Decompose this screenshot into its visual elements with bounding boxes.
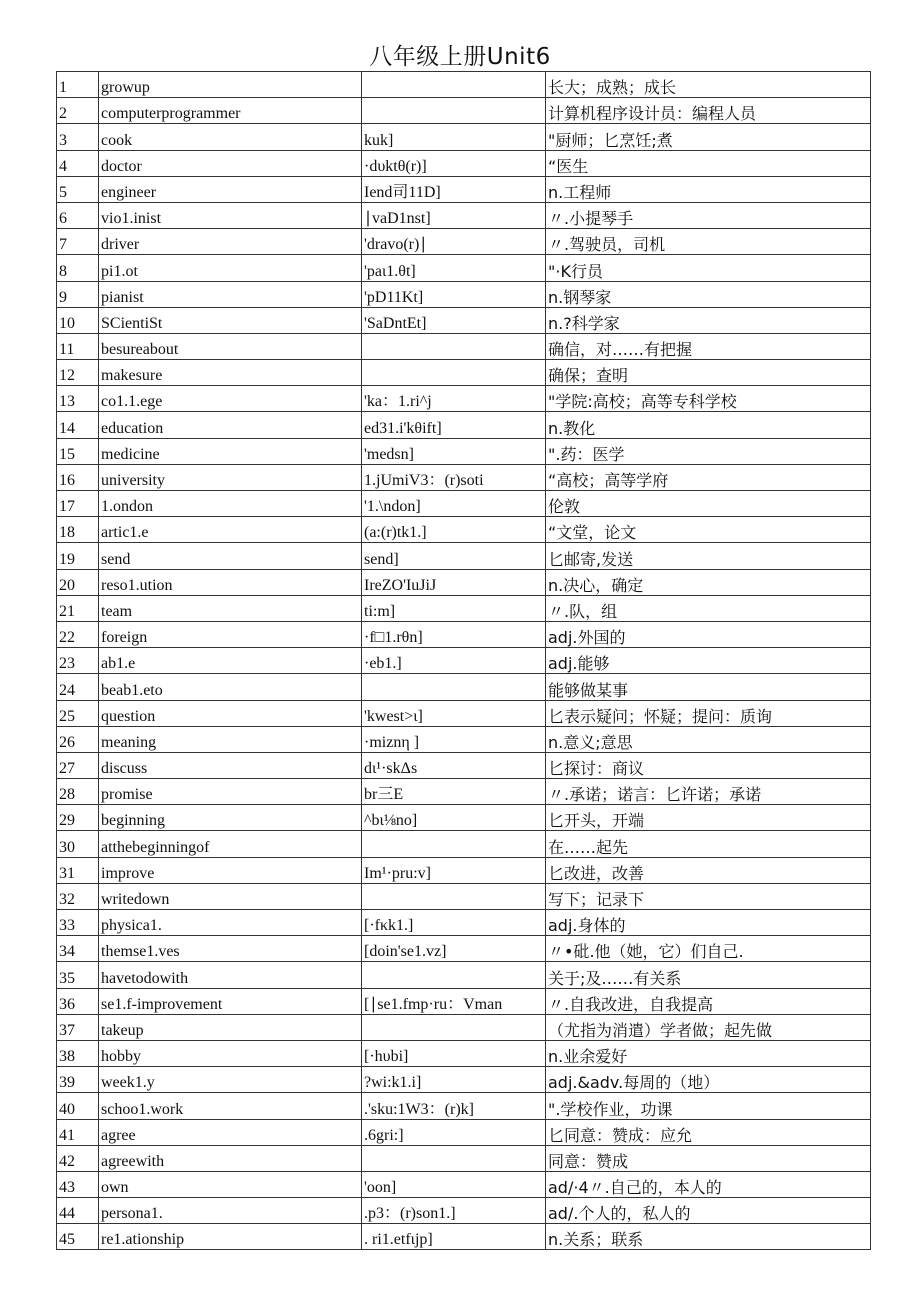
word-cell: pianist: [99, 281, 362, 307]
row-number: 45: [57, 1224, 99, 1250]
row-number: 11: [57, 333, 99, 359]
word-cell: agreewith: [99, 1145, 362, 1171]
meaning-cell: 长大；成熟；成长: [546, 72, 871, 98]
word-cell: makesure: [99, 360, 362, 386]
meaning-cell: n.意义;意思: [546, 726, 871, 752]
meaning-cell: 〃.小提琴手: [546, 202, 871, 228]
row-number: 8: [57, 255, 99, 281]
row-number: 27: [57, 752, 99, 778]
phonetic-cell: 'SaDntEt]: [362, 307, 546, 333]
word-cell: se1.f-improvement: [99, 988, 362, 1014]
row-number: 13: [57, 386, 99, 412]
meaning-cell: “高校；高等学府: [546, 464, 871, 490]
row-number: 26: [57, 726, 99, 752]
meaning-cell: adj.&adv.每周的（地）: [546, 1067, 871, 1093]
table-row: [57, 333, 871, 359]
row-number: 16: [57, 464, 99, 490]
meaning-cell: "·K行员: [546, 255, 871, 281]
meaning-cell: 匕邮寄,发送: [546, 543, 871, 569]
table-row: [57, 1224, 871, 1250]
word-cell: promise: [99, 779, 362, 805]
phonetic-cell: kuk]: [362, 124, 546, 150]
table-row: [57, 883, 871, 909]
word-cell: takeup: [99, 1014, 362, 1040]
meaning-cell: 匕表示疑问；怀疑；提问：质询: [546, 700, 871, 726]
row-number: 24: [57, 674, 99, 700]
row-number: 18: [57, 517, 99, 543]
phonetic-cell: 'pD11Kt]: [362, 281, 546, 307]
meaning-cell: 〃.队，组: [546, 595, 871, 621]
table-row: [57, 360, 871, 386]
table-row: [57, 386, 871, 412]
meaning-cell: ad/·4〃.自己的，本人的: [546, 1171, 871, 1197]
row-number: 44: [57, 1198, 99, 1224]
table-row: [57, 124, 871, 150]
table-row: [57, 202, 871, 228]
table-row: [57, 857, 871, 883]
word-cell: doctor: [99, 150, 362, 176]
meaning-cell: 〃.承诺；诺言：匕许诺；承诺: [546, 779, 871, 805]
vocabulary-table: [56, 71, 871, 1250]
meaning-cell: 能够做某事: [546, 674, 871, 700]
word-cell: atthebeginningof: [99, 831, 362, 857]
row-number: 39: [57, 1067, 99, 1093]
table-row: [57, 936, 871, 962]
table-row: [57, 674, 871, 700]
word-cell: discuss: [99, 752, 362, 778]
phonetic-cell: 'ka：1.ri^j: [362, 386, 546, 412]
meaning-cell: 计算机程序设计员：编程人员: [546, 98, 871, 124]
phonetic-cell: [∣se1.fmp·ru：Vman: [362, 988, 546, 1014]
row-number: 32: [57, 883, 99, 909]
page-title: 八年级上册Unit6: [369, 44, 551, 70]
row-number: 40: [57, 1093, 99, 1119]
table-row: [57, 438, 871, 464]
phonetic-cell: IreZO'IuJiJ: [362, 569, 546, 595]
meaning-cell: n.教化: [546, 412, 871, 438]
table-row: [57, 779, 871, 805]
meaning-cell: 匕探讨：商议: [546, 752, 871, 778]
table-row: [57, 1171, 871, 1197]
word-cell: reso1.ution: [99, 569, 362, 595]
word-cell: ab1.e: [99, 648, 362, 674]
table-row: [57, 831, 871, 857]
meaning-cell: n.关系；联系: [546, 1224, 871, 1250]
phonetic-cell: ·dυktθ(r)]: [362, 150, 546, 176]
table-row: [57, 464, 871, 490]
word-cell: pi1.ot: [99, 255, 362, 281]
table-row: [57, 281, 871, 307]
meaning-cell: “医生: [546, 150, 871, 176]
phonetic-cell: [362, 962, 546, 988]
word-cell: hobby: [99, 1040, 362, 1066]
phonetic-cell: [·fκk1.]: [362, 910, 546, 936]
word-cell: foreign: [99, 621, 362, 647]
word-cell: SCientiSt: [99, 307, 362, 333]
row-number: 10: [57, 307, 99, 333]
word-cell: send: [99, 543, 362, 569]
phonetic-cell: .p3：(r)son1.]: [362, 1198, 546, 1224]
phonetic-cell: ·miznη ]: [362, 726, 546, 752]
word-cell: vio1.inist: [99, 202, 362, 228]
word-cell: university: [99, 464, 362, 490]
phonetic-cell: ^bι⅛no]: [362, 805, 546, 831]
row-number: 25: [57, 700, 99, 726]
table-row: [57, 229, 871, 255]
meaning-cell: 匕改进，改善: [546, 857, 871, 883]
word-cell: writedown: [99, 883, 362, 909]
row-number: 3: [57, 124, 99, 150]
meaning-cell: ad/.个人的，私人的: [546, 1198, 871, 1224]
row-number: 23: [57, 648, 99, 674]
table-row: [57, 1067, 871, 1093]
word-cell: besureabout: [99, 333, 362, 359]
phonetic-cell: ?wi:k1.i]: [362, 1067, 546, 1093]
meaning-cell: adj.身体的: [546, 910, 871, 936]
meaning-cell: （尤指为消遣）学者做；起先做: [546, 1014, 871, 1040]
table-row: [57, 648, 871, 674]
phonetic-cell: [362, 674, 546, 700]
table-row: [57, 1093, 871, 1119]
phonetic-cell: ·f□1.rθn]: [362, 621, 546, 647]
table-row: [57, 491, 871, 517]
table-row: [57, 1145, 871, 1171]
phonetic-cell: 'paι1.θt]: [362, 255, 546, 281]
table-row: [57, 595, 871, 621]
meaning-cell: 伦敦: [546, 491, 871, 517]
table-row: [57, 726, 871, 752]
meaning-cell: “文堂，论文: [546, 517, 871, 543]
table-row: [57, 517, 871, 543]
phonetic-cell: [362, 883, 546, 909]
table-row: [57, 1198, 871, 1224]
word-cell: artic1.e: [99, 517, 362, 543]
meaning-cell: 匕同意：赞成：应允: [546, 1119, 871, 1145]
word-cell: persona1.: [99, 1198, 362, 1224]
row-number: 1: [57, 72, 99, 98]
table-row: [57, 988, 871, 1014]
phonetic-cell: br三E: [362, 779, 546, 805]
word-cell: medicine: [99, 438, 362, 464]
row-number: 33: [57, 910, 99, 936]
word-cell: computerprogrammer: [99, 98, 362, 124]
table-row: [57, 1040, 871, 1066]
word-cell: growup: [99, 72, 362, 98]
row-number: 28: [57, 779, 99, 805]
meaning-cell: n.钢琴家: [546, 281, 871, 307]
meaning-cell: adj.外国的: [546, 621, 871, 647]
row-number: 5: [57, 176, 99, 202]
phonetic-cell: 'oon]: [362, 1171, 546, 1197]
row-number: 30: [57, 831, 99, 857]
meaning-cell: n.业余爱好: [546, 1040, 871, 1066]
phonetic-cell: [362, 72, 546, 98]
meaning-cell: ".学校作业，功课: [546, 1093, 871, 1119]
word-cell: agree: [99, 1119, 362, 1145]
phonetic-cell: [362, 1145, 546, 1171]
phonetic-cell: ed31.i'kθift]: [362, 412, 546, 438]
row-number: 2: [57, 98, 99, 124]
row-number: 6: [57, 202, 99, 228]
word-cell: meaning: [99, 726, 362, 752]
meaning-cell: adj.能够: [546, 648, 871, 674]
meaning-cell: n.工程师: [546, 176, 871, 202]
row-number: 4: [57, 150, 99, 176]
meaning-cell: 写下；记录下: [546, 883, 871, 909]
word-cell: 1.ondon: [99, 491, 362, 517]
table-row: [57, 543, 871, 569]
row-number: 37: [57, 1014, 99, 1040]
meaning-cell: 关于;及……有关系: [546, 962, 871, 988]
word-cell: themse1.ves: [99, 936, 362, 962]
table-row: [57, 72, 871, 98]
word-cell: driver: [99, 229, 362, 255]
table-row: [57, 412, 871, 438]
phonetic-cell: [362, 360, 546, 386]
phonetic-cell: ∣vaD1nst]: [362, 202, 546, 228]
meaning-cell: n.?科学家: [546, 307, 871, 333]
word-cell: week1.y: [99, 1067, 362, 1093]
row-number: 34: [57, 936, 99, 962]
meaning-cell: 〃•砒.他（她，它）们自己.: [546, 936, 871, 962]
word-cell: havetodowith: [99, 962, 362, 988]
word-cell: question: [99, 700, 362, 726]
table-row: [57, 1119, 871, 1145]
word-cell: re1.ationship: [99, 1224, 362, 1250]
table-row: [57, 962, 871, 988]
meaning-cell: 〃.自我改进，自我提高: [546, 988, 871, 1014]
word-cell: improve: [99, 857, 362, 883]
phonetic-cell: [362, 1014, 546, 1040]
meaning-cell: "学院:高校；高等专科学校: [546, 386, 871, 412]
word-cell: physica1.: [99, 910, 362, 936]
phonetic-cell: [doin'se1.vz]: [362, 936, 546, 962]
word-cell: beginning: [99, 805, 362, 831]
table-row: [57, 752, 871, 778]
word-cell: schoo1.work: [99, 1093, 362, 1119]
row-number: 38: [57, 1040, 99, 1066]
table-row: [57, 176, 871, 202]
phonetic-cell: [362, 333, 546, 359]
phonetic-cell: 'kwest>ι]: [362, 700, 546, 726]
row-number: 35: [57, 962, 99, 988]
table-row: [57, 1014, 871, 1040]
phonetic-cell: '1.\ndon]: [362, 491, 546, 517]
phonetic-cell: [·hυbi]: [362, 1040, 546, 1066]
phonetic-cell: ti:m]: [362, 595, 546, 621]
phonetic-cell: Iend司11D]: [362, 176, 546, 202]
row-number: 15: [57, 438, 99, 464]
phonetic-cell: [362, 98, 546, 124]
phonetic-cell: 'medsn]: [362, 438, 546, 464]
table-row: [57, 621, 871, 647]
row-number: 36: [57, 988, 99, 1014]
row-number: 9: [57, 281, 99, 307]
table-row: [57, 910, 871, 936]
row-number: 29: [57, 805, 99, 831]
row-number: 41: [57, 1119, 99, 1145]
phonetic-cell: . ri1.etfιjp]: [362, 1224, 546, 1250]
table-row: [57, 150, 871, 176]
word-cell: co1.1.ege: [99, 386, 362, 412]
row-number: 19: [57, 543, 99, 569]
word-cell: own: [99, 1171, 362, 1197]
table-row: [57, 805, 871, 831]
phonetic-cell: (a:(r)tk1.]: [362, 517, 546, 543]
row-number: 17: [57, 491, 99, 517]
meaning-cell: 同意：赞成: [546, 1145, 871, 1171]
word-cell: cook: [99, 124, 362, 150]
row-number: 42: [57, 1145, 99, 1171]
phonetic-cell: send]: [362, 543, 546, 569]
table-row: [57, 700, 871, 726]
meaning-cell: ".药：医学: [546, 438, 871, 464]
phonetic-cell: .'sku:1W3：(r)k]: [362, 1093, 546, 1119]
word-cell: education: [99, 412, 362, 438]
phonetic-cell: [362, 831, 546, 857]
phonetic-cell: 1.jUmiV3：(r)soti: [362, 464, 546, 490]
word-cell: beab1.eto: [99, 674, 362, 700]
table-row: [57, 255, 871, 281]
phonetic-cell: .6gri:]: [362, 1119, 546, 1145]
word-cell: team: [99, 595, 362, 621]
row-number: 43: [57, 1171, 99, 1197]
row-number: 31: [57, 857, 99, 883]
phonetic-cell: ·eb1.]: [362, 648, 546, 674]
meaning-cell: "厨师；匕烹饪;煮: [546, 124, 871, 150]
table-row: [57, 307, 871, 333]
phonetic-cell: 'dravo(r)∣: [362, 229, 546, 255]
phonetic-cell: dι¹·skΔs: [362, 752, 546, 778]
meaning-cell: 在……起先: [546, 831, 871, 857]
table-row: [57, 569, 871, 595]
meaning-cell: n.决心，确定: [546, 569, 871, 595]
row-number: 20: [57, 569, 99, 595]
meaning-cell: 〃.驾驶员，司机: [546, 229, 871, 255]
row-number: 12: [57, 360, 99, 386]
row-number: 7: [57, 229, 99, 255]
word-cell: engineer: [99, 176, 362, 202]
meaning-cell: 匕开头，开端: [546, 805, 871, 831]
table-row: [57, 98, 871, 124]
row-number: 22: [57, 621, 99, 647]
meaning-cell: 确保；查明: [546, 360, 871, 386]
row-number: 21: [57, 595, 99, 621]
row-number: 14: [57, 412, 99, 438]
phonetic-cell: Im¹·pru:v]: [362, 857, 546, 883]
meaning-cell: 确信，对……有把握: [546, 333, 871, 359]
